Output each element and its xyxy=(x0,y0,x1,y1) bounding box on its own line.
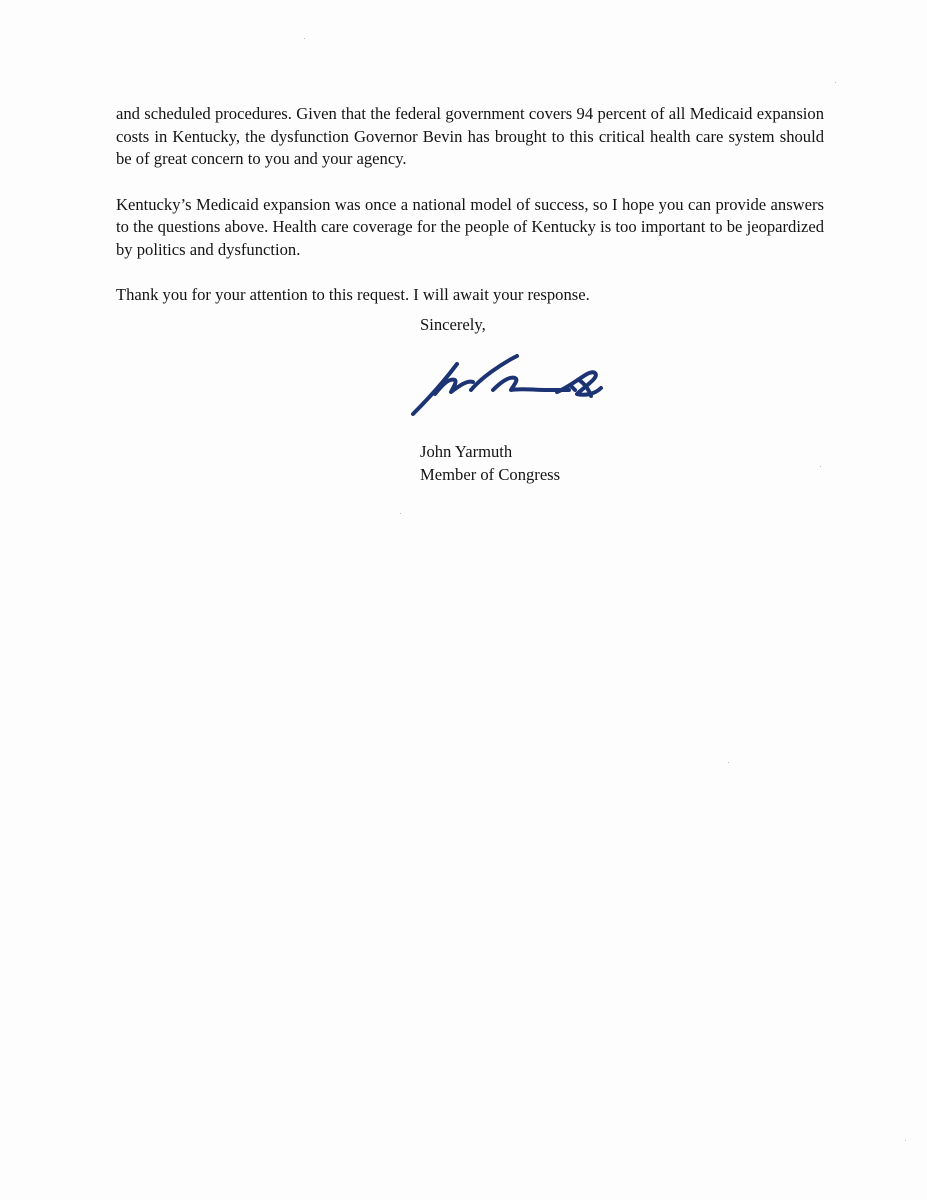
paragraph-medicaid-costs: and scheduled procedures. Given that the federal government covers 94 percent of all Medicaid expansion costs in Kentucky, the dysfunction Governor Bevin has brought to this critical health care system should be of great concern to you and your agency. xyxy=(116,104,824,168)
signer-title: Member of Congress xyxy=(420,464,561,484)
closing-salutation: Sincerely, xyxy=(420,315,486,334)
scan-speck xyxy=(400,513,401,514)
scan-speck xyxy=(304,38,305,39)
signer-name: John Yarmuth xyxy=(420,442,513,461)
handwritten-signature xyxy=(405,350,610,422)
scan-speck xyxy=(835,82,836,83)
paragraph-thank-you: Thank you for your attention to this request. I will await your response. xyxy=(116,285,590,304)
paragraph-national-model: Kentucky’s Medicaid expansion was once a national model of success, so I hope you can provide answers to the questions above. Health care coverage for the people of Kentucky is too important to be jeopardized by politics and dysfunction. xyxy=(116,194,824,259)
scan-speck xyxy=(905,1140,906,1141)
letter-body xyxy=(116,103,824,330)
signature-block xyxy=(420,441,560,486)
scan-speck xyxy=(728,762,729,763)
scan-speck xyxy=(820,466,821,467)
